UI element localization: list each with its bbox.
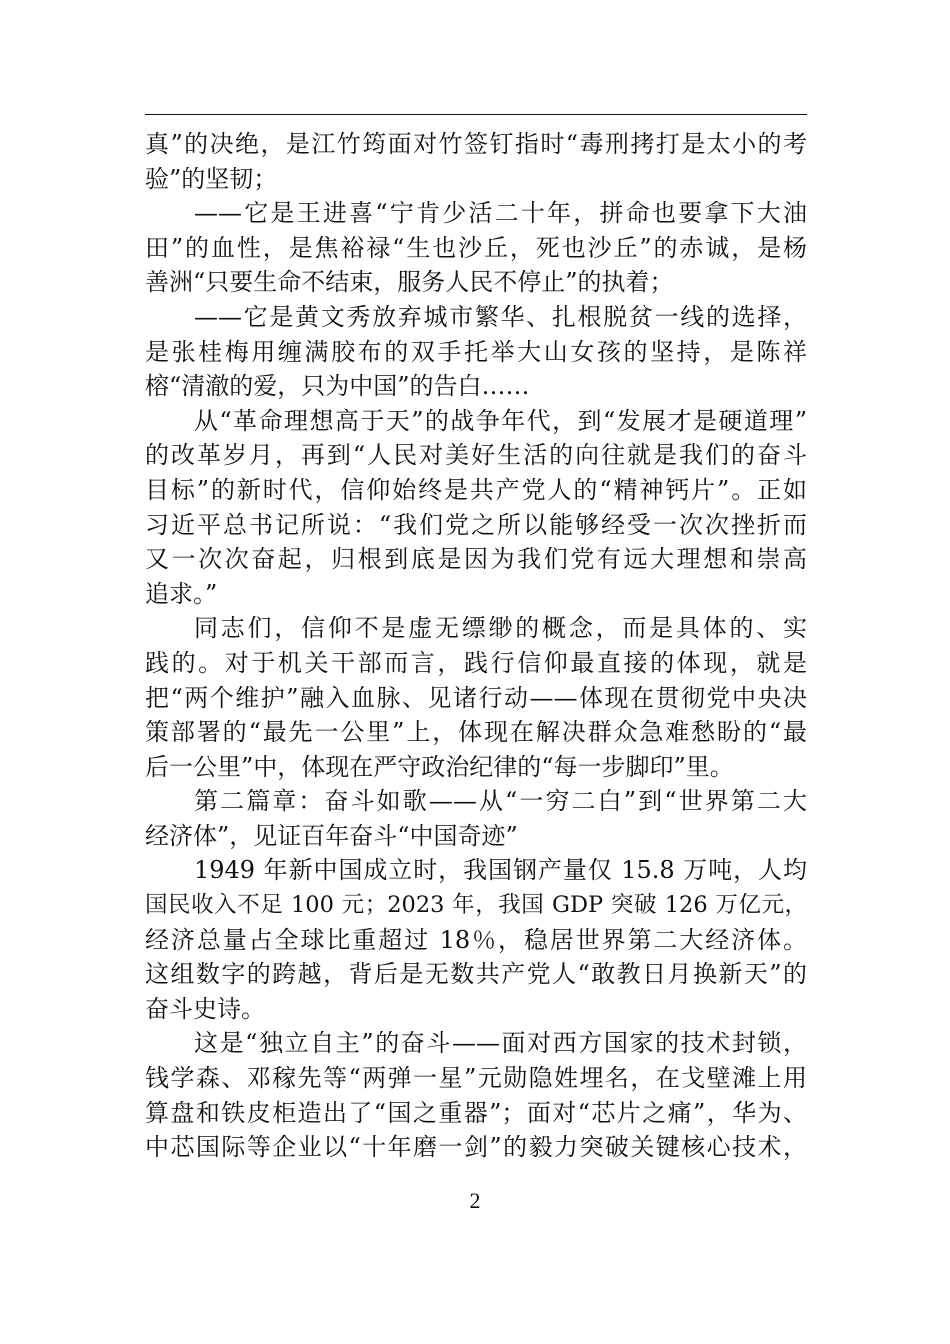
text-line: 后一公里”中，体现在严守政治纪律的“每一步脚印”里。 <box>145 752 734 781</box>
text-line: 第二篇章：奋斗如歌——从“一穷二白”到“世界第二大 <box>194 787 807 816</box>
text-line: 1949 年新中国成立时，我国钢产量仅 15.8 万吨，人均 <box>194 856 807 885</box>
text-line: 算盘和铁皮柜造出了“国之重器”；面对“芯片之痛”，华为、 <box>145 1098 807 1127</box>
text-line: 同志们，信仰不是虚无缥缈的概念，而是具体的、实 <box>194 614 807 643</box>
text-line: 钱学森、邓稼先等“两弹一星”元勋隐姓埋名，在戈壁滩上用 <box>145 1064 807 1093</box>
text-line: 践的。对于机关干部而言，践行信仰最直接的体现，就是 <box>145 648 807 677</box>
text-line: 田”的血性，是焦裕禄“生也沙丘，死也沙丘”的赤诚，是杨 <box>145 233 807 262</box>
text-line: 中芯国际等企业以“十年磨一剑”的毅力突破关键核心技术， <box>145 1133 807 1162</box>
text-line: 经济体”，见证百年奋斗“中国奇迹” <box>145 821 518 850</box>
text-line: 追求。” <box>145 579 218 608</box>
text-line: 策部署的“最先一公里”上，体现在解决群众急难愁盼的“最 <box>145 718 807 747</box>
text-line: 这组数字的跨越，背后是无数共产党人“敢教日月换新天”的 <box>145 960 807 989</box>
text-line: ——它是黄文秀放弃城市繁华、扎根脱贫一线的选择， <box>194 302 807 331</box>
body-text <box>145 127 807 1165</box>
text-line: 的改革岁月，再到“人民对美好生活的向往就是我们的奋斗 <box>145 441 807 470</box>
text-line: 把“两个维护”融入血脉、见诸行动——体现在贯彻党中央决 <box>145 683 807 712</box>
text-line: ——它是王进喜“宁肯少活二十年，拼命也要拿下大油 <box>194 199 807 228</box>
text-line: 又一次次奋起，归根到底是因为我们党有远大理想和崇高 <box>145 545 807 574</box>
text-line: 这是“独立自主”的奋斗——面对西方国家的技术封锁， <box>194 1029 807 1058</box>
text-line: 是张桂梅用缠满胶布的双手托举大山女孩的坚持，是陈祥 <box>145 337 807 366</box>
text-line: 目标”的新时代，信仰始终是共产党人的“精神钙片”。正如 <box>145 475 807 504</box>
text-line: 习近平总书记所说：“我们党之所以能够经受一次次挫折而 <box>145 510 807 539</box>
text-line: 榕“清澈的爱，只为中国”的告白…… <box>145 372 530 401</box>
text-line: 奋斗史诗。 <box>145 994 265 1023</box>
text-line: 经济总量占全球比重超过 18％，稳居世界第二大经济体。 <box>145 925 807 954</box>
text-line: 善洲“只要生命不结束，服务人民不停止”的执着； <box>145 268 674 297</box>
text-line: 验”的坚韧； <box>145 164 278 193</box>
header-rule <box>145 114 807 115</box>
text-line: 国民收入不足 100 元；2023 年，我国 GDP 突破 126 万亿元， <box>145 892 807 919</box>
text-line: 真”的决绝，是江竹筠面对竹签钉指时“毒刑拷打是太小的考 <box>145 130 807 158</box>
page-number: 2 <box>469 1188 481 1213</box>
text-line: 从“革命理想高于天”的战争年代，到“发展才是硬道理” <box>194 406 807 435</box>
